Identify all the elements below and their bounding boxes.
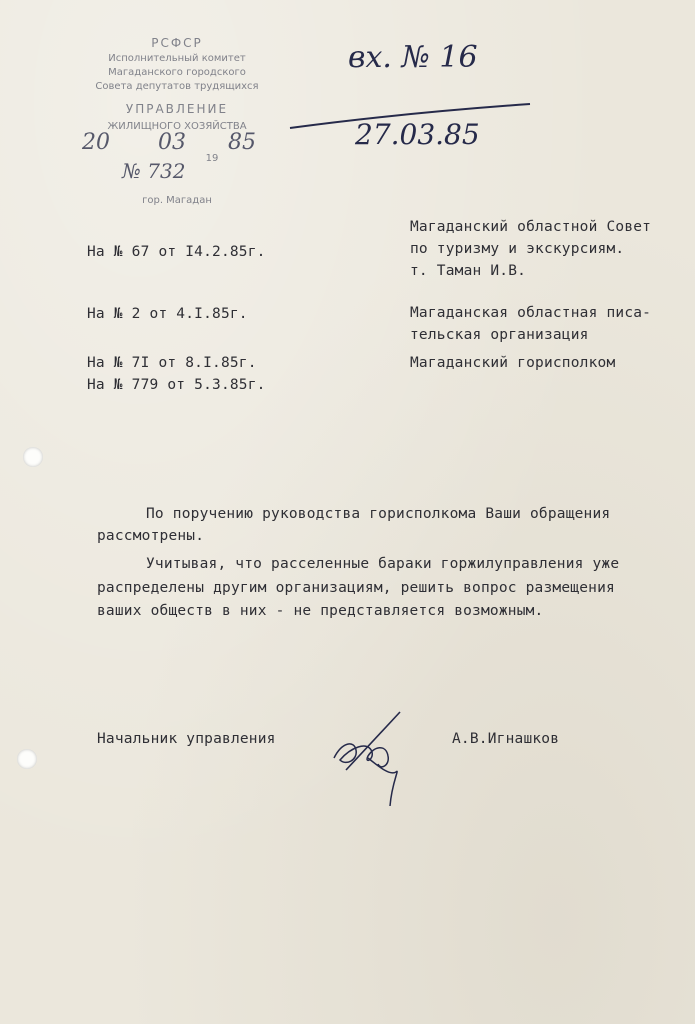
stamp-day: 20 — [82, 130, 110, 155]
body-line: ваших обществ в них - не представляется возможным. — [97, 603, 544, 619]
stamp-line: Совета депутатов трудящихся — [95, 81, 259, 92]
body-line: распределены другим организациям, решить вопрос размещения — [97, 580, 615, 596]
body-line: рассмотрены. — [97, 528, 205, 544]
recipient-line: Магаданский горисполком — [410, 355, 616, 371]
punch-hole — [17, 749, 37, 769]
reference-line: На № 67 от I4.2.85г. — [87, 244, 266, 260]
stamp-line: Магаданского городского — [108, 67, 246, 78]
recipient-line: Магаданская областная писа- — [410, 305, 652, 321]
stamp-month: 03 — [158, 130, 186, 155]
incoming-date: 27.03.85 — [355, 118, 480, 151]
stamp-city: гор. Магадан — [142, 195, 212, 206]
recipient-line: тельская организация — [410, 327, 589, 343]
organization-stamp — [62, 36, 292, 211]
signatory-name: А.В.Игнашков — [452, 731, 560, 747]
stamp-year: 85 — [228, 130, 256, 155]
stamp-line: РСФСР — [151, 36, 203, 50]
incoming-reg-number: вх. № 16 — [348, 40, 478, 75]
punch-hole — [23, 447, 43, 467]
stamp-line: УПРАВЛЕНИЕ — [125, 102, 229, 116]
stamp-number: № 732 — [122, 159, 186, 183]
reference-line: На № 779 от 5.3.85г. — [87, 377, 266, 393]
body-line: Учитывая, что расселенные бараки горжилуправления уже — [146, 556, 620, 572]
stamp-line: Исполнительный комитет — [108, 53, 246, 64]
body-line: По поручению руководства горисполкома Ваши обращения — [146, 506, 611, 522]
recipient-line: по туризму и экскурсиям. — [410, 241, 625, 257]
signatory-position: Начальник управления — [97, 731, 276, 747]
reference-line: На № 2 от 4.I.85г. — [87, 306, 248, 322]
recipient-line: Магаданский областной Совет — [410, 219, 652, 235]
stamp-year-prefix: 19 — [205, 153, 219, 164]
reference-line: На № 7I от 8.I.85г. — [87, 355, 257, 371]
recipient-line: т. Таман И.В. — [410, 263, 527, 279]
stamp-line: ЖИЛИЩНОГО ХОЗЯЙСТВА — [107, 121, 247, 132]
handwritten-signature — [328, 710, 408, 810]
